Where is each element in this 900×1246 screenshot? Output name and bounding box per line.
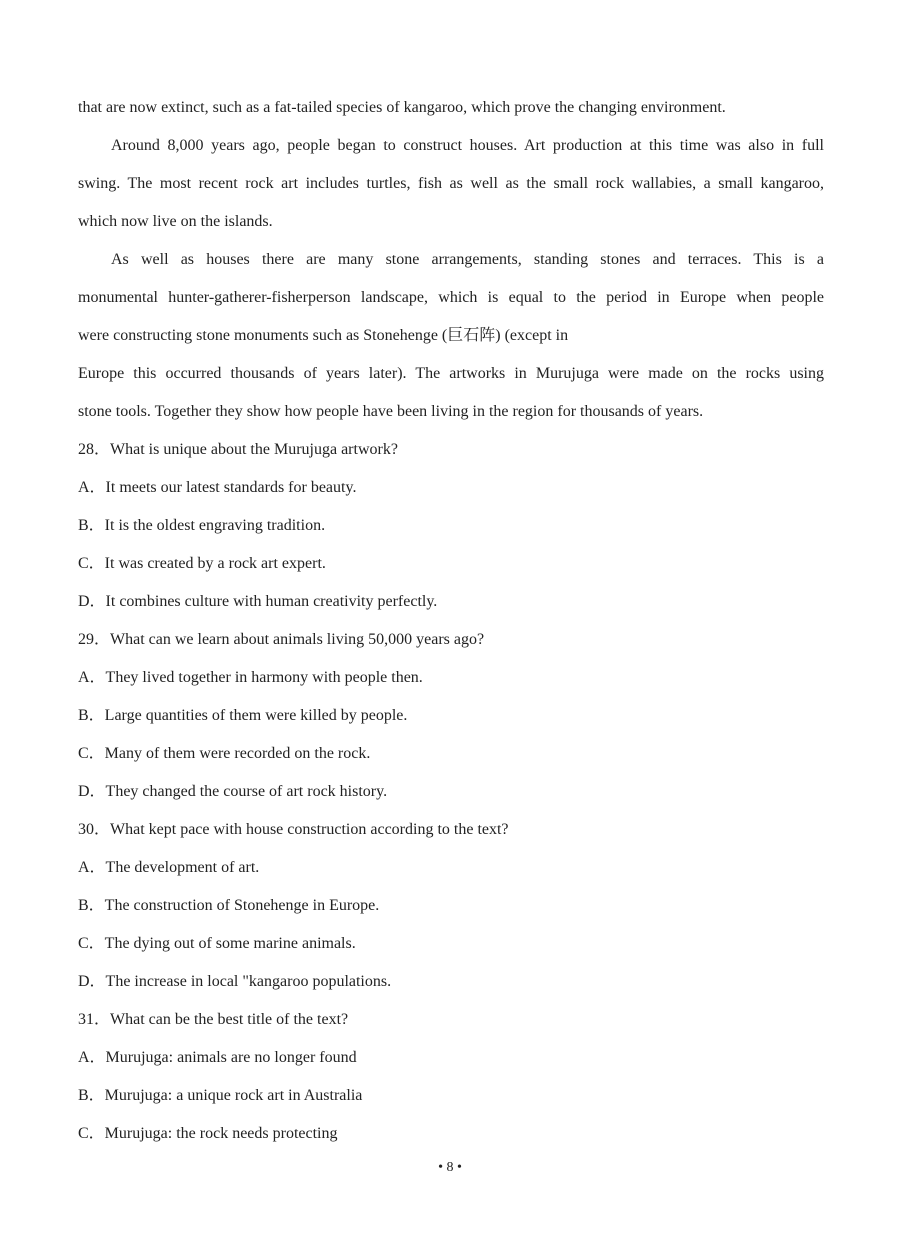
answer-option: C．Murujuga: the rock needs protecting bbox=[78, 1125, 338, 1142]
answer-option: A．Murujuga: animals are no longer found bbox=[78, 1049, 357, 1066]
answer-option: B．Murujuga: a unique rock art in Australia bbox=[78, 1087, 363, 1104]
page-number: • 8 • bbox=[438, 1160, 462, 1175]
answer-option: A．They lived together in harmony with people then. bbox=[78, 669, 423, 686]
question-stem: 30．What kept pace with house construction according to the text? bbox=[78, 821, 509, 838]
passage-line: Europe this occurred thousands of years later). The artworks in Murujuga were made on the rocks using bbox=[78, 365, 824, 382]
document-body bbox=[78, 94, 824, 1158]
question-stem: 31．What can be the best title of the text? bbox=[78, 1011, 349, 1028]
answer-option: D．The increase in local "kangaroo populations. bbox=[78, 973, 392, 990]
question-stem: 28．What is unique about the Murujuga artwork? bbox=[78, 441, 398, 458]
answer-option: D．It combines culture with human creativity perfectly. bbox=[78, 593, 438, 610]
passage-line: As well as houses there are many stone arrangements, standing stones and terraces. This is a bbox=[111, 251, 824, 268]
answer-option: D．They changed the course of art rock history. bbox=[78, 783, 388, 800]
answer-option: B．It is the oldest engraving tradition. bbox=[78, 517, 326, 534]
passage-line: were constructing stone monuments such as Stonehenge (巨石阵) (except in bbox=[78, 327, 569, 344]
passage-line: Around 8,000 years ago, people began to construct houses. Art production at this time was also in full bbox=[111, 137, 824, 154]
passage-line: that are now extinct, such as a fat-tailed species of kangaroo, which prove the changing environment. bbox=[78, 99, 726, 116]
answer-option: C．Many of them were recorded on the rock. bbox=[78, 745, 371, 762]
question-stem: 29．What can we learn about animals living 50,000 years ago? bbox=[78, 631, 485, 648]
answer-option: C．The dying out of some marine animals. bbox=[78, 935, 356, 952]
passage-line: swing. The most recent rock art includes turtles, fish as well as the small rock wallabies, a small kangaroo, bbox=[78, 175, 824, 192]
answer-option: A．The development of art. bbox=[78, 859, 260, 876]
passage-line: which now live on the islands. bbox=[78, 213, 273, 230]
answer-option: B．The construction of Stonehenge in Europe. bbox=[78, 897, 380, 914]
answer-option: A．It meets our latest standards for beauty. bbox=[78, 479, 357, 496]
answer-option: B．Large quantities of them were killed by people. bbox=[78, 707, 408, 724]
answer-option: C．It was created by a rock art expert. bbox=[78, 555, 326, 572]
passage-line: stone tools. Together they show how people have been living in the region for thousands of years. bbox=[78, 403, 704, 420]
passage-line: monumental hunter-gatherer-fisherperson landscape, which is equal to the period in Europe when people bbox=[78, 289, 824, 306]
